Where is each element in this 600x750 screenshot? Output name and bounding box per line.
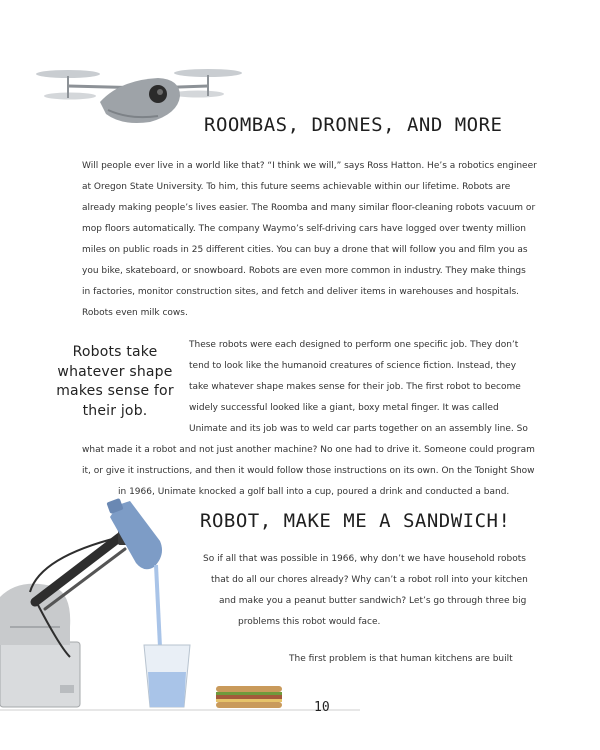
paragraph-line: Will people ever live in a world like that? “I think we will,” says Ross Hatton. He’s a robotics engineer: [82, 161, 537, 171]
pull-quote-line: Robots take: [72, 344, 158, 360]
section-title-sandwich: ROBOT, MAKE ME A SANDWICH!: [200, 510, 511, 532]
paragraph-line: it, or give it instructions, and then it would follow those instructions on its own. On the Tonight Show: [82, 466, 535, 476]
paragraph-line: tend to look like the humanoid creatures of science fiction. Instead, they: [189, 361, 517, 371]
page-divider: [0, 708, 600, 712]
paragraph-line: in factories, monitor construction sites, and fetch and deliver items in warehouses and hospitals.: [82, 287, 520, 297]
paragraph-line: The first problem is that human kitchens are built: [289, 654, 513, 664]
pull-quote-line: their job.: [82, 402, 148, 419]
robot-arm-illustration: [0, 497, 200, 712]
pull-quote-line: makes sense for: [56, 383, 174, 399]
paragraph-line: mop floors automatically. The company Waymo’s self-driving cars have logged over twenty million: [82, 224, 526, 234]
paragraph-line: in 1966, Unimate knocked a golf ball into a cup, poured a drink and conducted a band.: [118, 487, 510, 497]
paragraph-line: Robots even milk cows.: [82, 308, 188, 318]
paragraph-line: miles on public roads in 25 different cities. You can buy a drone that will follow you and film you as: [82, 245, 528, 255]
pull-quote: [40, 343, 190, 421]
pull-quote-line: whatever shape: [57, 363, 173, 380]
paragraph-line: already making people’s lives easier. The Roomba and many similar floor-cleaning robots vacuum or: [82, 203, 536, 213]
paragraph-line: problems this robot would face.: [238, 617, 381, 627]
paragraph-line: Unimate and its job was to weld car parts together on an assembly line. So: [189, 424, 528, 434]
paragraph-line: that do all our chores already? Why can’t a robot roll into your kitchen: [211, 575, 528, 585]
section-title-roombas: ROOMBAS, DRONES, AND MORE: [204, 114, 503, 136]
paragraph-line: what made it a robot and not just another machine? No one had to drive it. Someone could program: [82, 445, 535, 455]
paragraph-line: take whatever shape makes sense for their job. The first robot to become: [189, 382, 521, 392]
paragraph-line: you bike, skateboard, or snowboard. Robots are even more common in industry. They make things: [82, 266, 526, 276]
page-number: 10: [314, 700, 330, 715]
paragraph-line: widely successful looked like a giant, boxy metal finger. It was called: [189, 403, 499, 413]
paragraph-line: These robots were each designed to perform one specific job. They don’t: [189, 340, 519, 350]
paragraph-line: So if all that was possible in 1966, why don’t we have household robots: [203, 554, 526, 564]
paragraph-line: and make you a peanut butter sandwich? Let’s go through three big: [219, 596, 527, 606]
paragraph-line: at Oregon State University. To him, this future seems achievable within our lifetime. Robots are: [82, 182, 511, 192]
